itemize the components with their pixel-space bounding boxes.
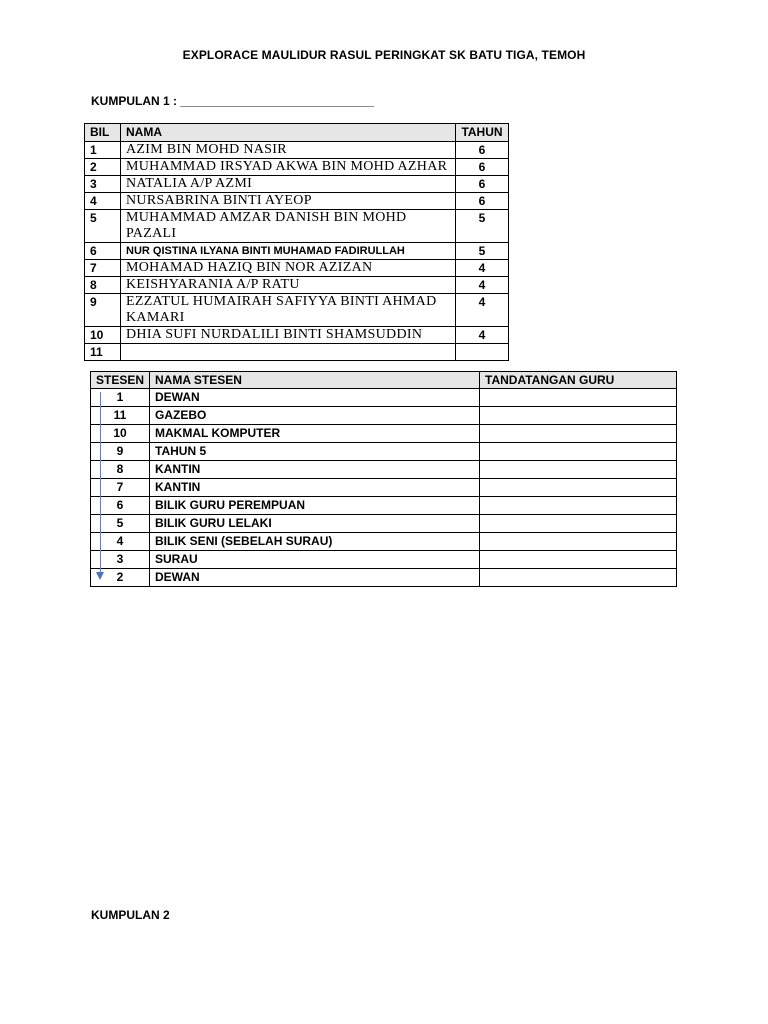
table-row (91, 551, 677, 569)
station-number: 1 (91, 389, 150, 407)
station-number: 7 (91, 479, 150, 497)
student-year: 6 (456, 176, 509, 193)
student-name: NATALIA A/P AZMI (121, 176, 456, 193)
teacher-signature-cell[interactable] (480, 533, 677, 551)
student-year: 5 (456, 210, 509, 243)
teacher-signature-cell[interactable] (480, 461, 677, 479)
student-year: 5 (456, 243, 509, 260)
student-bil: 4 (85, 193, 121, 210)
student-year: 4 (456, 260, 509, 277)
student-name: NURSABRINA BINTI AYEOP (121, 193, 456, 210)
stations-header-row (91, 372, 677, 389)
group-2-label: KUMPULAN 2 (91, 908, 170, 922)
page-title: EXPLORACE MAULIDUR RASUL PERINGKAT SK BATU TIGA, TEMOH (182, 48, 586, 62)
student-name: DHIA SUFI NURDALILI BINTI SHAMSUDDIN (121, 327, 456, 344)
table-row (91, 515, 677, 533)
arrow-down-icon (96, 572, 104, 580)
student-bil: 11 (85, 344, 121, 361)
station-name: BILIK GURU LELAKI (150, 515, 480, 533)
student-bil: 9 (85, 294, 121, 327)
table-row (85, 260, 509, 277)
station-name: MAKMAL KOMPUTER (150, 425, 480, 443)
students-header-row (85, 124, 509, 142)
station-number: 10 (91, 425, 150, 443)
station-name: KANTIN (150, 461, 480, 479)
student-name: NUR QISTINA ILYANA BINTI MUHAMAD FADIRULLAH (121, 243, 456, 260)
route-arrow-line (100, 392, 101, 572)
table-row (85, 142, 509, 159)
table-row (91, 569, 677, 587)
header-nama: NAMA (121, 124, 456, 142)
header-tandatangan-guru: TANDATANGAN GURU (480, 372, 677, 389)
student-year: 6 (456, 159, 509, 176)
student-bil: 7 (85, 260, 121, 277)
table-row (85, 193, 509, 210)
station-number: 11 (91, 407, 150, 425)
table-row (85, 159, 509, 176)
station-number: 9 (91, 443, 150, 461)
table-row (91, 425, 677, 443)
student-bil: 1 (85, 142, 121, 159)
teacher-signature-cell[interactable] (480, 515, 677, 533)
header-bil: BIL (85, 124, 121, 142)
header-tahun: TAHUN (456, 124, 509, 142)
station-name: DEWAN (150, 569, 480, 587)
teacher-signature-cell[interactable] (480, 569, 677, 587)
student-bil: 2 (85, 159, 121, 176)
table-row (91, 533, 677, 551)
table-row (85, 294, 509, 327)
station-name: TAHUN 5 (150, 443, 480, 461)
teacher-signature-cell[interactable] (480, 551, 677, 569)
table-row (91, 497, 677, 515)
student-name: EZZATUL HUMAIRAH SAFIYYA BINTI AHMAD KAMARI (121, 294, 456, 327)
station-name: BILIK SENI (SEBELAH SURAU) (150, 533, 480, 551)
teacher-signature-cell[interactable] (480, 443, 677, 461)
table-row (91, 461, 677, 479)
student-bil: 8 (85, 277, 121, 294)
student-bil: 3 (85, 176, 121, 193)
station-number: 5 (91, 515, 150, 533)
student-year: 4 (456, 277, 509, 294)
table-row (91, 407, 677, 425)
teacher-signature-cell[interactable] (480, 497, 677, 515)
station-number: 2 (91, 569, 150, 587)
table-row (85, 327, 509, 344)
teacher-signature-cell[interactable] (480, 479, 677, 497)
student-name: KEISHYARANIA A/P RATU (121, 277, 456, 294)
station-number: 4 (91, 533, 150, 551)
student-name: MOHAMAD HAZIQ BIN NOR AZIZAN (121, 260, 456, 277)
table-row (85, 210, 509, 243)
students-table (84, 123, 509, 361)
student-year: 6 (456, 142, 509, 159)
table-row (91, 389, 677, 407)
student-name: MUHAMMAD IRSYAD AKWA BIN MOHD AZHAR (121, 159, 456, 176)
student-year (456, 344, 509, 361)
student-name: MUHAMMAD AMZAR DANISH BIN MOHD PAZALI (121, 210, 456, 243)
station-number: 8 (91, 461, 150, 479)
table-row (91, 479, 677, 497)
teacher-signature-cell[interactable] (480, 425, 677, 443)
table-row (91, 443, 677, 461)
student-name (121, 344, 456, 361)
group-1-label: KUMPULAN 1 : _____________________________ (91, 94, 374, 108)
student-bil: 10 (85, 327, 121, 344)
table-row (85, 243, 509, 260)
student-name: AZIM BIN MOHD NASIR (121, 142, 456, 159)
student-year: 4 (456, 327, 509, 344)
student-year: 6 (456, 193, 509, 210)
station-number: 6 (91, 497, 150, 515)
station-name: DEWAN (150, 389, 480, 407)
student-bil: 5 (85, 210, 121, 243)
table-row (85, 277, 509, 294)
station-name: GAZEBO (150, 407, 480, 425)
teacher-signature-cell[interactable] (480, 407, 677, 425)
teacher-signature-cell[interactable] (480, 389, 677, 407)
student-bil: 6 (85, 243, 121, 260)
student-year: 4 (456, 294, 509, 327)
table-row (85, 176, 509, 193)
header-stesen: STESEN (91, 372, 150, 389)
station-number: 3 (91, 551, 150, 569)
station-name: KANTIN (150, 479, 480, 497)
station-name: SURAU (150, 551, 480, 569)
station-name: BILIK GURU PEREMPUAN (150, 497, 480, 515)
stations-table (90, 371, 677, 587)
header-nama-stesen: NAMA STESEN (150, 372, 480, 389)
table-row (85, 344, 509, 361)
